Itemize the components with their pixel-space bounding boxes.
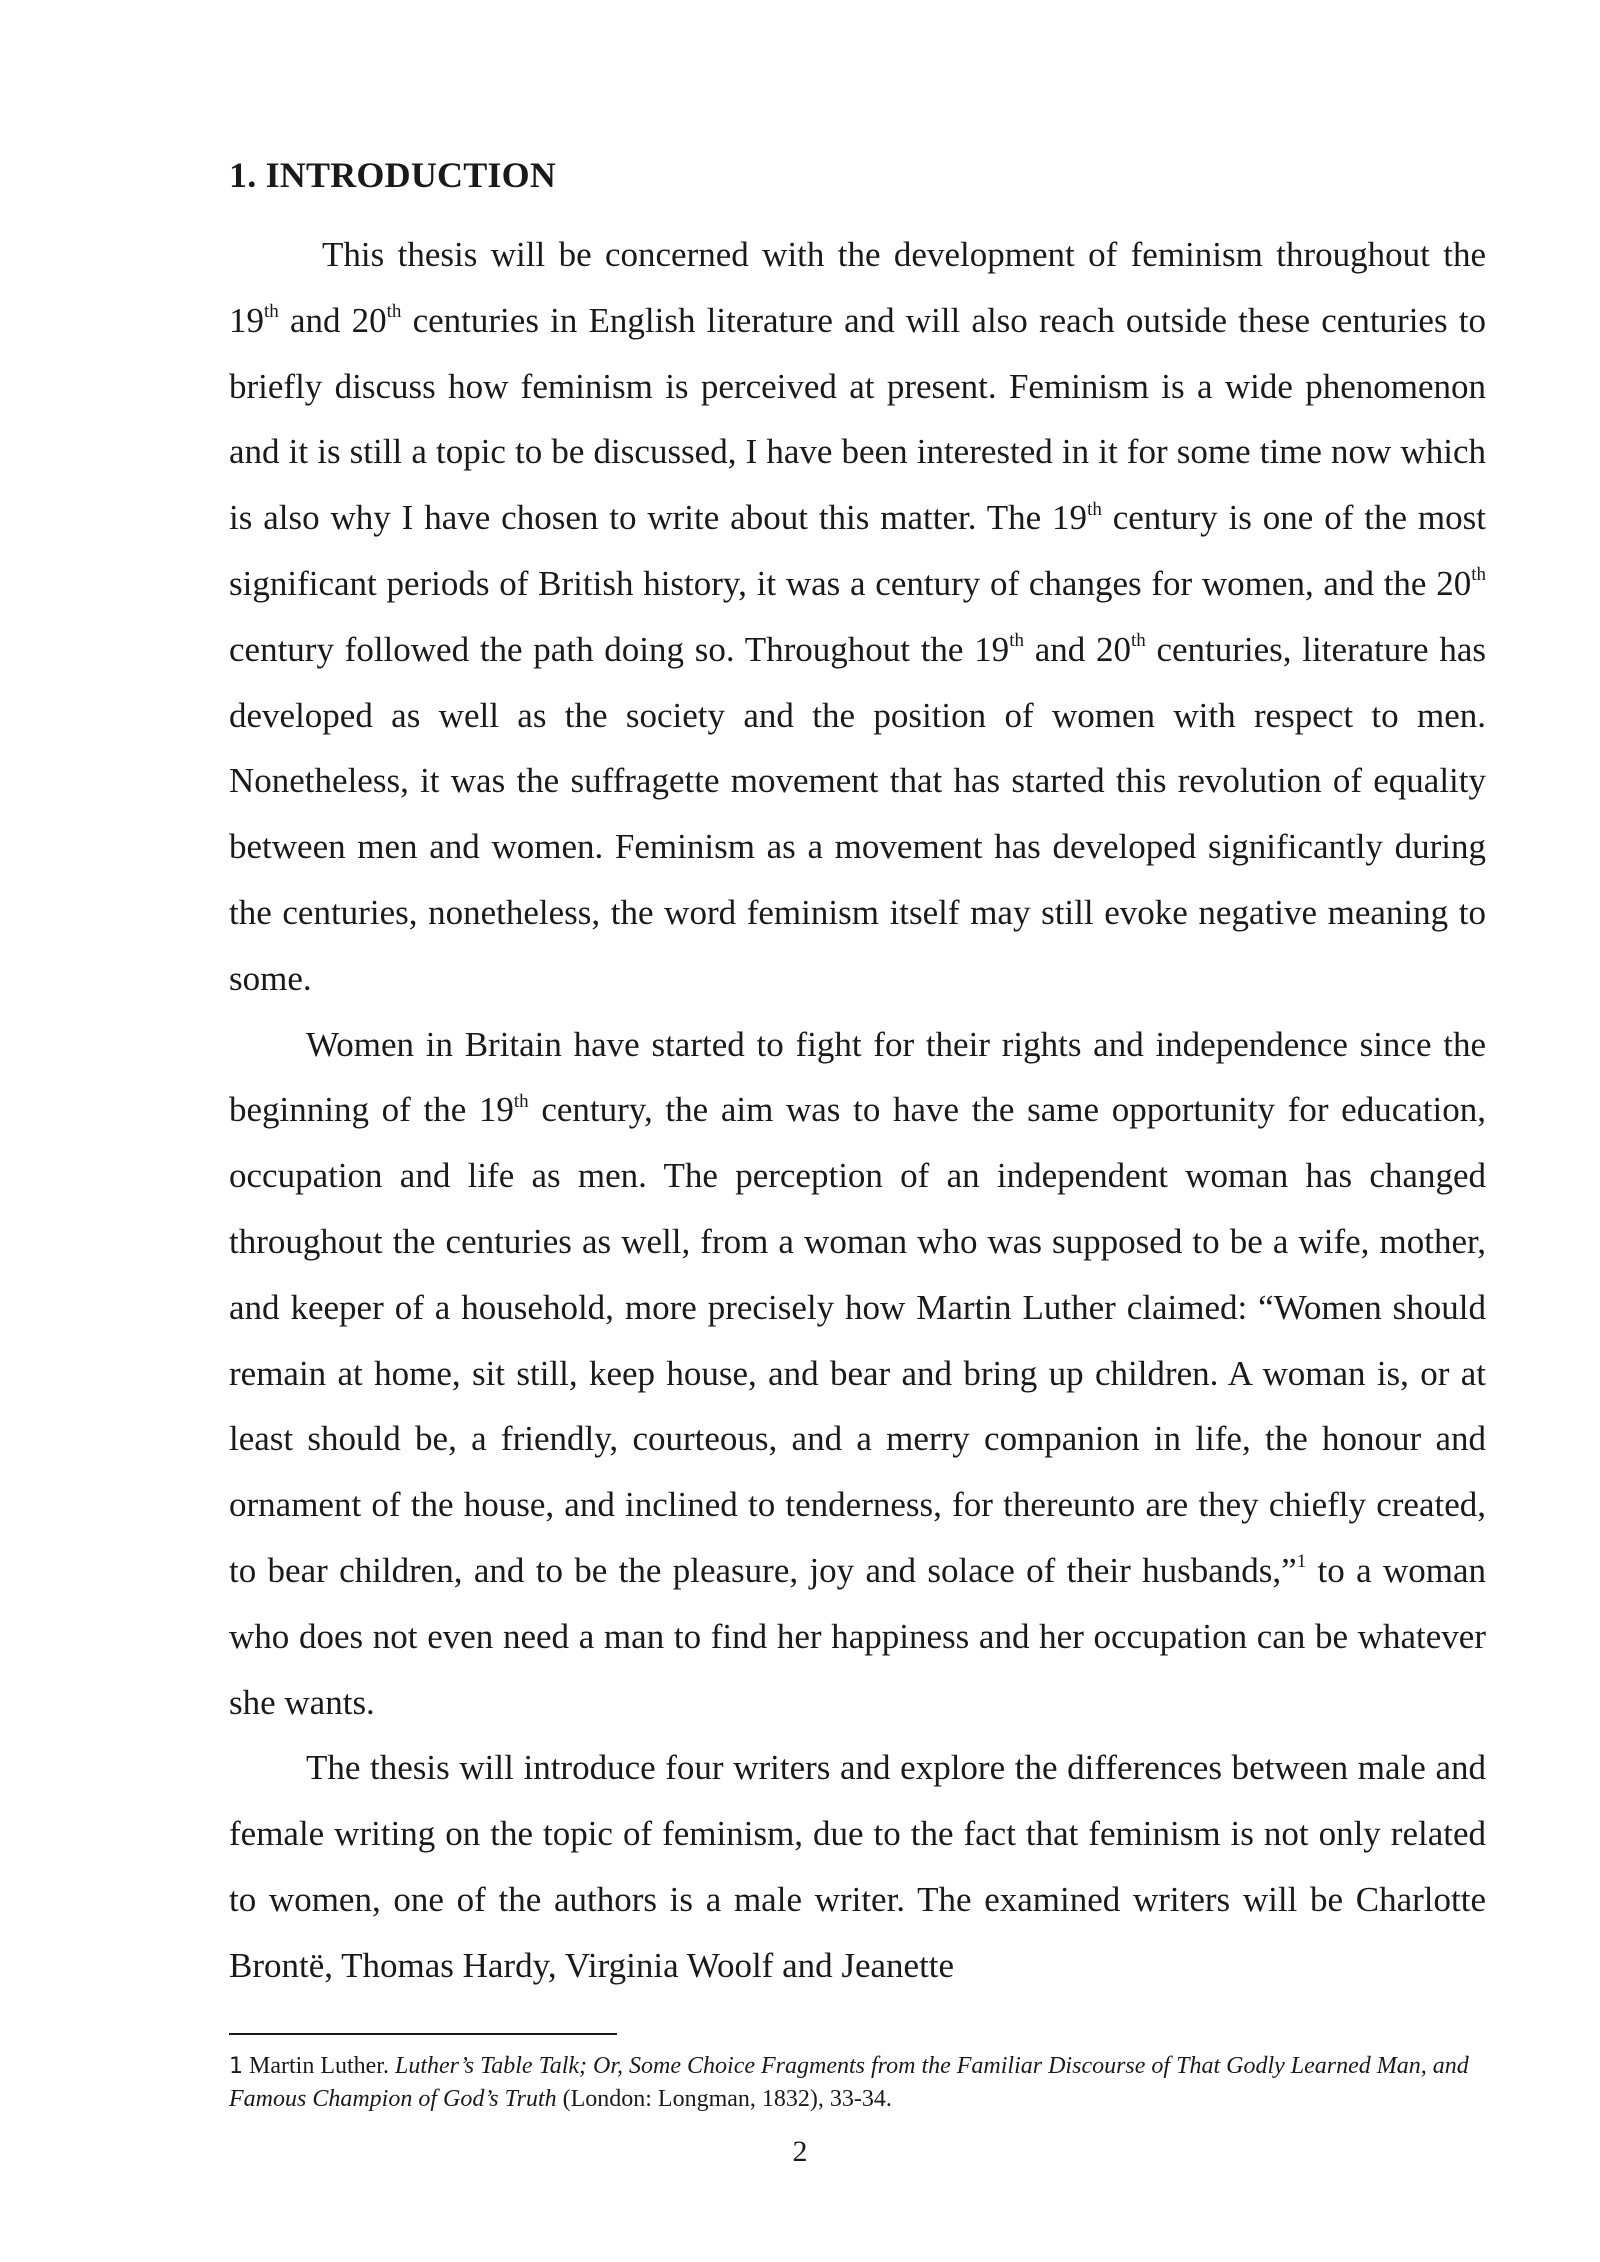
footnote-title: Luther’s Table Talk; Or, Some Choice Fragments from the Familiar Discourse of That Godly Learned Man, and Famous Champion of God’s Truth [229, 2053, 1469, 2112]
section-heading: 1. INTRODUCTION [229, 155, 557, 195]
ordinal-suffix: th [1130, 630, 1146, 652]
ordinal-suffix: th [1471, 564, 1486, 586]
footnote-separator [229, 2033, 617, 2035]
page-number: 2 [792, 2135, 808, 2168]
ordinal-suffix: th [513, 1090, 529, 1112]
footnote [229, 2050, 1486, 2116]
paragraph: This thesis will be concerned with the development of feminism throughout the 19th and 20th centuries in English literature and will also reach outside these centuries to briefly discuss how feminism is perceived at present. Feminism is a wide phenomenon and it is still a topic to be discussed, I have been interested in it for some time now which is also why I have chosen to write about this matter. The 19th century is one of the most significant periods of British history, it was a century of changes for women, and the 20th century followed the path doing so. Throughout the 19th and 20th centuries, literature has developed as well as the society and the position of women with respect to men. Nonetheless, it was the suffragette movement that has started this revolution of equality between men and women. Feminism as a movement has developed significantly during the centuries, nonetheless, the word feminism itself may still evoke negative meaning to some. [229, 235, 1486, 998]
paragraph: Women in Britain have started to fight for their rights and independence since the beginning of the 19th century, the aim was to have the same opportunity for education, occupation and life as men. The perception of an independent woman has changed throughout the centuries as well, from a woman who was supposed to be a wife, mother, and keeper of a household, more precisely how Martin Luther claimed: “Women should remain at home, sit still, keep house, and bear and bring up children. A woman is, or at least should be, a friendly, courteous, and a merry companion in life, the honour and ornament of the house, and inclined to tenderness, for thereunto are they chiefly created, to bear children, and to be the pleasure, joy and solace of their husbands,”$^1$ to a woman who does not even need a man to find her happiness and her occupation can be whatever she wants. [229, 1024, 1487, 1722]
ordinal-suffix: th [264, 301, 279, 323]
footnote-reference[interactable]: 1 [1296, 1551, 1307, 1573]
footnote-publication: (London: Longman, 1832), 33-34. [556, 2086, 892, 2112]
body-text [229, 222, 1486, 1999]
paragraph: The thesis will introduce four writers and explore the differences between male and female writing on the topic of feminism, due to the fact that feminism is not only related to women, one of the authors is a male writer. The examined writers will be Charlotte Brontë, Thomas Hardy, Virginia Woolf and Jeanette [229, 1748, 1486, 1985]
footnote-number: 1 [229, 2054, 243, 2079]
ordinal-suffix: th [1087, 498, 1102, 520]
footnote-author: Martin Luther. [243, 2053, 395, 2079]
ordinal-suffix: th [1009, 630, 1024, 652]
ordinal-suffix: th [386, 301, 402, 323]
page-content [229, 150, 1486, 1999]
